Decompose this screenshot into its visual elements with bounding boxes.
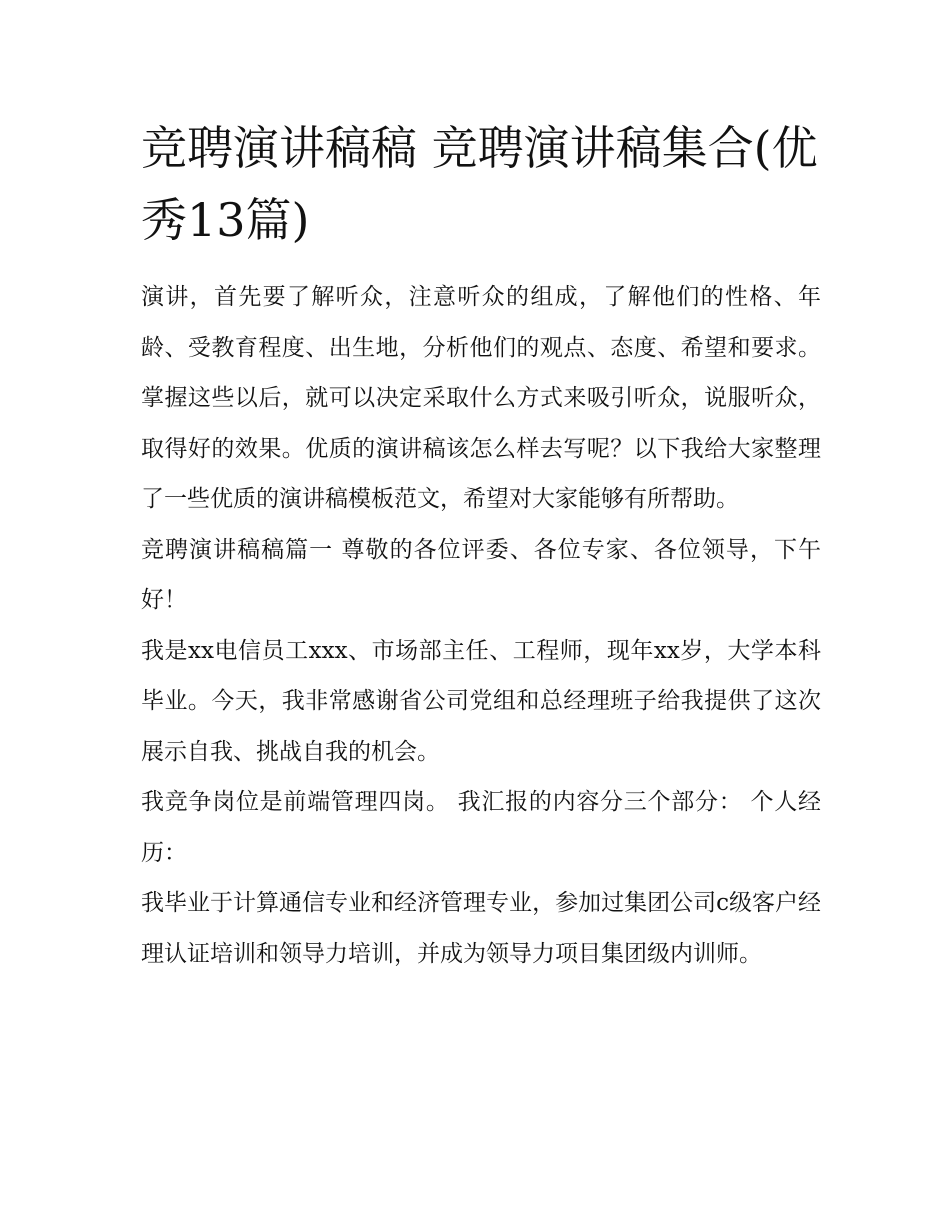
document-title: 竞聘演讲稿稿 竞聘演讲稿集合(优秀13篇) bbox=[141, 121, 818, 247]
paragraph-education: 我毕业于计算通信专业和经济管理专业，参加过集团公司c级客户经理认证培训和领导力培训，并成为领导力项目集团级内训师。 bbox=[141, 890, 821, 967]
paragraph-position: 我竞争岗位是前端管理四岗。 我汇报的内容分三个部分： 个人经历： bbox=[141, 789, 821, 866]
paragraph-intro: 演讲，首先要了解听众，注意听众的组成，了解他们的性格、年龄、受教育程度、出生地，分析他们的观点、态度、希望和要求。掌握这些以后，就可以决定采取什么方式来吸引听众，说服听众，取得好的效果。优质的演讲稿该怎么样去写呢？以下我给大家整理了一些优质的演讲稿模板范文，希望对大家能够有所帮助。 bbox=[141, 284, 821, 512]
paragraph-self-introduction: 我是xx电信员工xxx、市场部主任、工程师，现年xx岁，大学本科毕业。今天，我非常感谢省公司党组和总经理班子给我提供了这次展示自我、挑战自我的机会。 bbox=[141, 637, 821, 765]
document-page bbox=[141, 112, 821, 979]
paragraph-greeting: 竞聘演讲稿稿篇一 尊敬的各位评委、各位专家、各位领导，下午好！ bbox=[141, 536, 821, 613]
